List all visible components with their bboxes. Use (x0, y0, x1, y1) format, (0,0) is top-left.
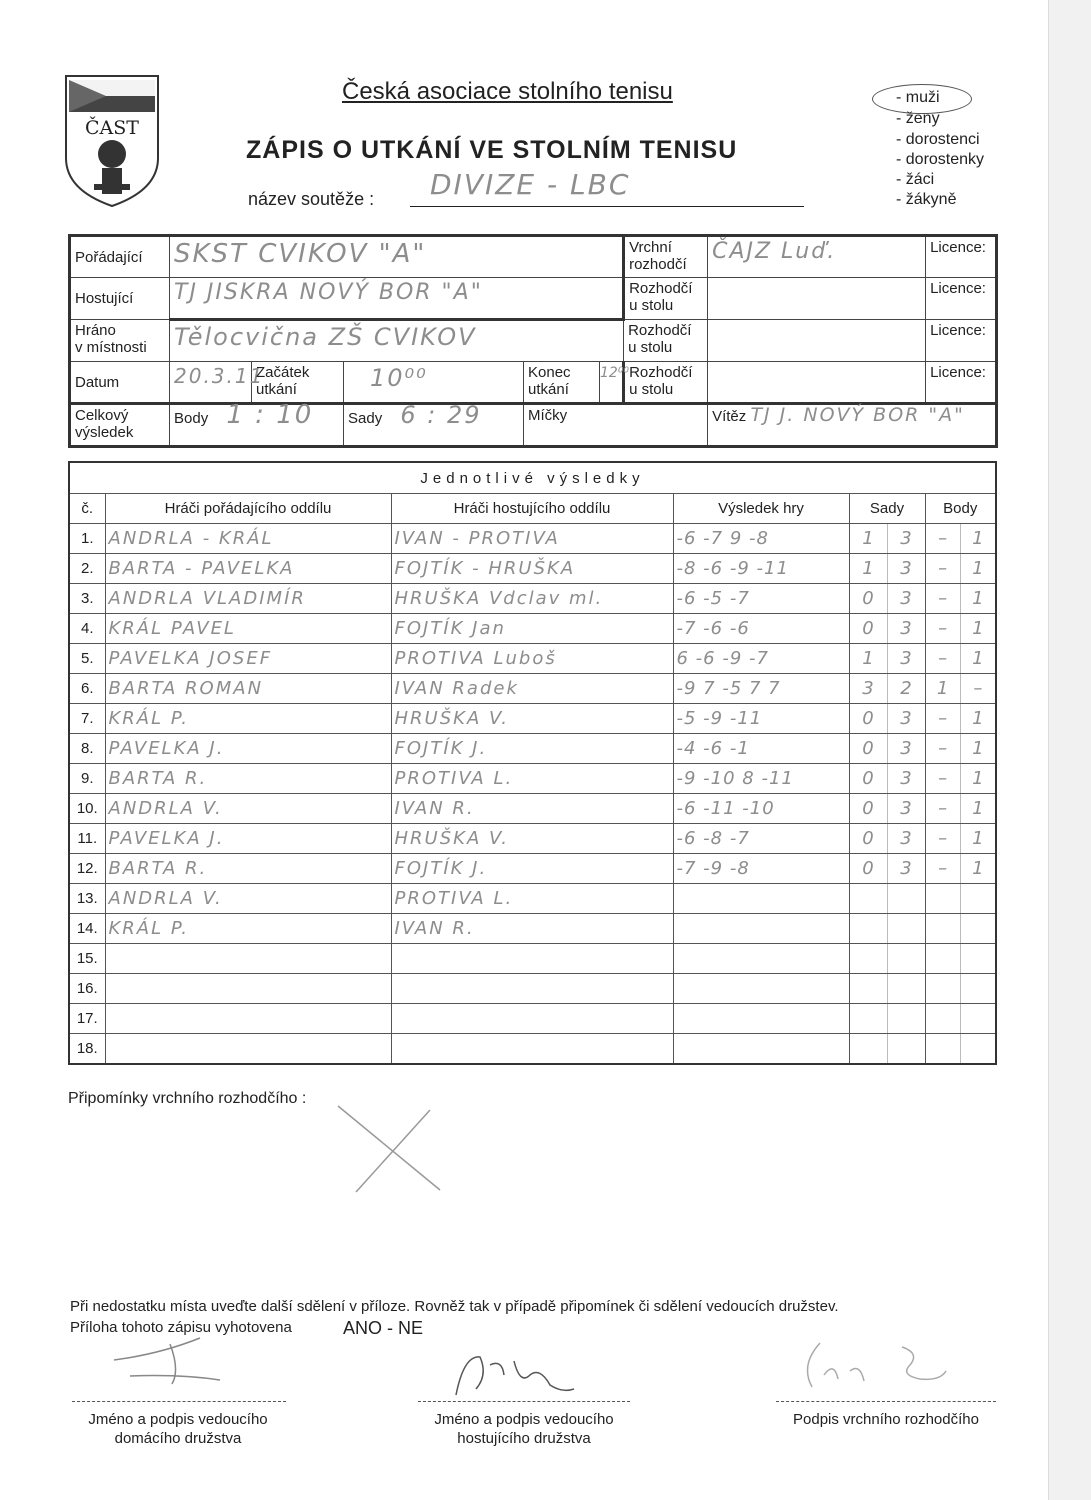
result-row (69, 554, 996, 584)
result-row-points-guest: 1 (972, 858, 984, 879)
result-row-points (925, 824, 996, 854)
result-row-points-guest: 1 (972, 648, 984, 669)
result-row-home-players: ANDRLA - KRÁL (105, 524, 391, 554)
date-label: Datum (70, 362, 170, 404)
result-row-score (673, 944, 849, 974)
result-row-points-home (926, 884, 961, 913)
result-row-no: 6. (69, 674, 105, 704)
org-name: Česká asociace stolního tenisu (342, 78, 673, 105)
result-row (69, 704, 996, 734)
result-row-points-guest: 1 (972, 618, 984, 639)
result-row-score (673, 1034, 849, 1065)
result-row-points-home: – (926, 704, 961, 733)
result-row-sets-guest: 3 (900, 588, 912, 609)
start-value: 10⁰⁰ (370, 364, 428, 392)
result-row-sets-home: 0 (850, 854, 888, 883)
result-row-points (925, 764, 996, 794)
result-row-points-guest: – (973, 678, 983, 699)
category-men: - muži (896, 89, 940, 106)
table-ref-label-2: Rozhodčí u stolu (624, 320, 708, 362)
result-row-home-players: BARTA - PAVELKA (105, 554, 391, 584)
result-row-guest-players: FOJTÍK J. (391, 734, 673, 764)
match-info-table (68, 234, 998, 448)
result-row-points-guest: 1 (972, 708, 984, 729)
result-row-score: -4 -6 -1 (673, 734, 849, 764)
result-row-points (925, 794, 996, 824)
result-row-sets-home: 1 (850, 644, 888, 673)
col-guest: Hráči hostujícího oddílu (391, 494, 673, 524)
col-sets: Sady (849, 494, 925, 524)
date-value: 20.3.11 (174, 364, 265, 388)
result-row-sets (849, 704, 925, 734)
result-row-sets (849, 524, 925, 554)
referee-signature-label: Podpis vrchního rozhodčího (793, 1411, 979, 1428)
result-row-points-home (926, 944, 961, 973)
result-row-home-players: ANDRLA V. (105, 884, 391, 914)
result-row (69, 914, 996, 944)
licence-label-4: Licence: (926, 362, 997, 404)
licence-label-1: Licence: (926, 236, 997, 278)
referee-signature-line (776, 1401, 996, 1402)
result-row-no: 14. (69, 914, 105, 944)
result-row-sets-home: 0 (850, 704, 888, 733)
result-row-sets-guest: 3 (900, 798, 912, 819)
result-row-sets-guest: 3 (900, 738, 912, 759)
result-row-no: 11. (69, 824, 105, 854)
result-row-sets (849, 974, 925, 1004)
result-row-points-guest: 1 (972, 828, 984, 849)
result-row-points-home: – (926, 614, 961, 643)
result-row-points (925, 704, 996, 734)
result-row-score: -9 -10 8 -11 (673, 764, 849, 794)
venue-value: Tělocvična ZŠ CVIKOV (174, 323, 477, 351)
result-row-points-home: – (926, 554, 961, 583)
table-ref-value-2 (708, 320, 926, 362)
cast-logo-icon (64, 72, 160, 208)
result-row-sets-home: 1 (850, 524, 888, 553)
result-row-score: -6 -5 -7 (673, 584, 849, 614)
result-row-guest-players: PROTIVA Luboš (391, 644, 673, 674)
result-row-sets (849, 854, 925, 884)
result-row-sets-home (850, 914, 888, 943)
category-pupils-boys: - žáci (896, 171, 935, 188)
result-row (69, 644, 996, 674)
category-junior-girls: - dorostenky (896, 151, 985, 168)
result-row-sets-home: 0 (850, 764, 888, 793)
result-row-points-guest (961, 1034, 995, 1063)
result-row (69, 584, 996, 614)
result-row-points (925, 674, 996, 704)
result-row-points-home: – (926, 584, 961, 613)
result-row-sets-home: 0 (850, 614, 888, 643)
result-row-no: 1. (69, 524, 105, 554)
referee-notes-label: Připomínky vrchního rozhodčího : (68, 1090, 307, 1107)
result-row-points (925, 974, 996, 1004)
result-row (69, 884, 996, 914)
result-row-points (925, 914, 996, 944)
result-row-guest-players: PROTIVA L. (391, 764, 673, 794)
result-row-points-guest: 1 (972, 738, 984, 759)
venue-label: Hráno v místnosti (70, 320, 170, 362)
table-ref-value-3 (708, 362, 926, 404)
result-row-sets-guest (888, 884, 925, 913)
winner-cell: Vítěz TJ J. NOVÝ BOR "A" (708, 404, 997, 447)
result-row-sets-home: 0 (850, 794, 888, 823)
result-row-home-players: ANDRLA VLADIMÍR (105, 584, 391, 614)
notice-line-1: Při nedostatku místa uveďte další sdělení v příloze. Rovněž tak v případě připomínek či sdělení vedoucích družstev. (70, 1298, 839, 1315)
result-row-no: 15. (69, 944, 105, 974)
result-row-sets-guest (888, 1034, 925, 1063)
table-ref-value-1 (708, 278, 926, 320)
result-row-points (925, 944, 996, 974)
result-row (69, 524, 996, 554)
result-row-sets (849, 794, 925, 824)
result-row-points (925, 644, 996, 674)
chief-ref-label: Vrchní rozhodčí (624, 236, 708, 278)
result-row-sets-guest (888, 1004, 925, 1033)
referee-signature-icon (790, 1335, 950, 1395)
result-row (69, 944, 996, 974)
result-row-sets-guest: 2 (900, 678, 912, 699)
result-row-sets (849, 944, 925, 974)
result-row-guest-players: PROTIVA L. (391, 884, 673, 914)
result-row-sets-home (850, 944, 888, 973)
result-row-sets (849, 1004, 925, 1034)
result-row-home-players: KRÁL PAVEL (105, 614, 391, 644)
result-row-score (673, 1004, 849, 1034)
category-junior-boys: - dorostenci (896, 131, 980, 148)
result-row-sets (849, 884, 925, 914)
result-row-points (925, 1004, 996, 1034)
result-row-sets (849, 734, 925, 764)
table-ref-label-1: Rozhodčí u stolu (624, 278, 708, 320)
result-row-points-home: – (926, 824, 961, 853)
result-row-score: -8 -6 -9 -11 (673, 554, 849, 584)
guest-label: Hostující (70, 278, 170, 320)
table-ref-label-3: Rozhodčí u stolu (624, 362, 708, 404)
result-row-no: 17. (69, 1004, 105, 1034)
cross-mark-icon (330, 1098, 450, 1198)
result-row-no: 3. (69, 584, 105, 614)
result-row-points-home (926, 1004, 961, 1033)
result-row-points-guest (961, 884, 995, 913)
result-row (69, 1034, 996, 1065)
result-row-no: 9. (69, 764, 105, 794)
start-label: Začátek utkání (252, 362, 344, 404)
result-row-points-guest: 1 (972, 768, 984, 789)
result-row-guest-players (391, 1004, 673, 1034)
result-row-guest-players: IVAN R. (391, 794, 673, 824)
result-row-points-guest (961, 974, 995, 1003)
result-row-score: -9 7 -5 7 7 (673, 674, 849, 704)
result-row-guest-players: FOJTÍK J. (391, 854, 673, 884)
logo-text: ČAST (85, 117, 139, 139)
result-row-points-guest: 1 (972, 588, 984, 609)
notice-line-2: Příloha tohoto zápisu vyhotovena (70, 1319, 292, 1336)
result-row-points-home: – (926, 794, 961, 823)
result-row-points-home: 1 (926, 674, 961, 703)
col-score: Výsledek hry (673, 494, 849, 524)
result-row-sets (849, 764, 925, 794)
result-row (69, 674, 996, 704)
result-row-points-home: – (926, 644, 961, 673)
result-row-no: 18. (69, 1034, 105, 1065)
home-signature-label: Jméno a podpis vedoucího domácího družstva (88, 1411, 268, 1447)
result-row-points (925, 884, 996, 914)
result-row-sets-home: 0 (850, 584, 888, 613)
points-value: 1 : 10 (226, 400, 314, 430)
result-row-no: 4. (69, 614, 105, 644)
result-row-home-players (105, 1034, 391, 1065)
result-row-sets-guest: 3 (900, 828, 912, 849)
result-row-home-players: ANDRLA V. (105, 794, 391, 824)
result-row (69, 824, 996, 854)
result-row-points-home: – (926, 854, 961, 883)
result-row-points-guest: 1 (972, 528, 984, 549)
sets-cell: Sady 6 : 29 (344, 404, 524, 447)
result-row-sets (849, 674, 925, 704)
result-row-points-home (926, 974, 961, 1003)
result-row-guest-players (391, 944, 673, 974)
col-points: Body (925, 494, 996, 524)
result-row-sets (849, 614, 925, 644)
result-row-sets (849, 644, 925, 674)
result-row-points (925, 614, 996, 644)
result-row-points (925, 734, 996, 764)
results-table (68, 461, 997, 1065)
result-row-points-guest (961, 914, 995, 943)
result-row-guest-players: IVAN - PROTIVA (391, 524, 673, 554)
home-signature-icon (110, 1330, 250, 1390)
end-value: 12⁰⁰ (600, 365, 630, 381)
result-row-points (925, 524, 996, 554)
organizer-value: SKST CVIKOV "A" (174, 239, 427, 269)
result-row-points (925, 554, 996, 584)
result-row-guest-players: IVAN Radek (391, 674, 673, 704)
cast-logo (64, 72, 160, 208)
result-row-home-players: PAVELKA J. (105, 824, 391, 854)
result-row-score (673, 884, 849, 914)
result-row-guest-players: FOJTÍK Jan (391, 614, 673, 644)
result-row-no: 12. (69, 854, 105, 884)
licence-label-3: Licence: (926, 320, 997, 362)
guest-signature-line (418, 1401, 630, 1402)
result-row-sets-guest (888, 944, 925, 973)
result-row-sets-home: 0 (850, 824, 888, 853)
competition-label: název soutěže : (248, 189, 375, 209)
result-row-score: -6 -8 -7 (673, 824, 849, 854)
page-title: ZÁPIS O UTKÁNÍ VE STOLNÍM TENISU (246, 136, 738, 164)
result-row-home-players: BARTA R. (105, 854, 391, 884)
result-row-points (925, 584, 996, 614)
result-row (69, 764, 996, 794)
result-row-points-home: – (926, 524, 961, 553)
balls-label: Míčky (524, 404, 708, 447)
result-row-sets-guest: 3 (900, 648, 912, 669)
result-row-sets (849, 914, 925, 944)
result-row-sets (849, 824, 925, 854)
result-row-sets-home: 0 (850, 734, 888, 763)
result-row-guest-players: HRUŠKA V. (391, 704, 673, 734)
result-row-points-guest: 1 (972, 798, 984, 819)
page-edge (1048, 0, 1091, 1500)
result-row-no: 8. (69, 734, 105, 764)
result-row (69, 734, 996, 764)
result-row (69, 854, 996, 884)
result-row-home-players (105, 1004, 391, 1034)
result-row (69, 1004, 996, 1034)
result-row-score: -6 -11 -10 (673, 794, 849, 824)
result-row-home-players: PAVELKA JOSEF (105, 644, 391, 674)
category-women: - ženy (896, 110, 940, 127)
home-signature-line (72, 1401, 286, 1402)
result-row-points-guest (961, 1004, 995, 1033)
licence-label-2: Licence: (926, 278, 997, 320)
result-row-sets-home: 3 (850, 674, 888, 703)
result-row-points-home: – (926, 734, 961, 763)
competition-value: DIVIZE - LBC (430, 168, 631, 201)
result-row-sets-guest: 3 (900, 528, 912, 549)
result-row-no: 2. (69, 554, 105, 584)
result-row-points (925, 854, 996, 884)
result-row-score (673, 914, 849, 944)
result-row-points-guest: 1 (972, 558, 984, 579)
col-home: Hráči pořádajícího oddílu (105, 494, 391, 524)
result-row-no: 13. (69, 884, 105, 914)
result-row-sets-guest: 3 (900, 768, 912, 789)
result-row-guest-players (391, 1034, 673, 1065)
result-row-score: 6 -6 -9 -7 (673, 644, 849, 674)
result-row-home-players: KRÁL P. (105, 704, 391, 734)
result-row-home-players (105, 974, 391, 1004)
result-row-no: 10. (69, 794, 105, 824)
result-row-sets (849, 584, 925, 614)
result-row-points-home: – (926, 764, 961, 793)
result-row-points-home (926, 914, 961, 943)
results-title: Jednotlivé výsledky (69, 462, 996, 494)
result-row-points-home (926, 1034, 961, 1063)
result-row-sets-home (850, 974, 888, 1003)
result-row-sets-guest (888, 914, 925, 943)
result-row-sets-guest: 3 (900, 858, 912, 879)
result-row-no: 7. (69, 704, 105, 734)
guest-signature-label: Jméno a podpis vedoucího hostujícího družstva (434, 1411, 614, 1447)
result-row-sets-guest: 3 (900, 558, 912, 579)
result-row (69, 974, 996, 1004)
result-row-home-players: BARTA ROMAN (105, 674, 391, 704)
result-row-points (925, 1034, 996, 1065)
result-row-score: -5 -9 -11 (673, 704, 849, 734)
points-cell: Body 1 : 10 (170, 404, 344, 447)
result-row-sets-home (850, 884, 888, 913)
result-row-home-players: PAVELKA J. (105, 734, 391, 764)
category-pupils-girls: - žákyně (896, 191, 957, 208)
organizer-label: Pořádající (70, 236, 170, 278)
result-row-sets-home (850, 1004, 888, 1033)
result-row-home-players: BARTA R. (105, 764, 391, 794)
result-row-guest-players: FOJTÍK - HRUŠKA (391, 554, 673, 584)
chief-ref-value: ČAJZ Luď. (712, 239, 837, 264)
result-row-guest-players: IVAN R. (391, 914, 673, 944)
result-row-sets (849, 554, 925, 584)
col-no: č. (69, 494, 105, 524)
result-row-home-players (105, 944, 391, 974)
result-row-sets-home (850, 1034, 888, 1063)
result-row-no: 5. (69, 644, 105, 674)
sets-value: 6 : 29 (400, 401, 482, 429)
result-row-sets-guest: 3 (900, 708, 912, 729)
result-row-points-guest (961, 944, 995, 973)
total-label: Celkový výsledek (70, 404, 170, 447)
result-row-sets (849, 1034, 925, 1065)
result-row-score: -7 -6 -6 (673, 614, 849, 644)
result-row-home-players: KRÁL P. (105, 914, 391, 944)
result-row-sets-guest: 3 (900, 618, 912, 639)
end-label: Konec utkání (524, 362, 600, 404)
result-row-guest-players: HRUŠKA V. (391, 824, 673, 854)
result-row-no: 16. (69, 974, 105, 1004)
result-row-sets-home: 1 (850, 554, 888, 583)
result-row-score (673, 974, 849, 1004)
guest-value: TJ JISKRA NOVÝ BOR "A" (174, 280, 483, 305)
competition-line (410, 206, 804, 207)
result-row-score: -6 -7 9 -8 (673, 524, 849, 554)
ano-ne: ANO - NE (343, 1318, 424, 1338)
result-row-score: -7 -9 -8 (673, 854, 849, 884)
result-row (69, 614, 996, 644)
result-row-guest-players (391, 974, 673, 1004)
winner-value: TJ J. NOVÝ BOR "A" (750, 404, 965, 426)
result-row (69, 794, 996, 824)
result-row-guest-players: HRUŠKA Vdclav ml. (391, 584, 673, 614)
guest-signature-icon (450, 1345, 580, 1405)
result-row-sets-guest (888, 974, 925, 1003)
